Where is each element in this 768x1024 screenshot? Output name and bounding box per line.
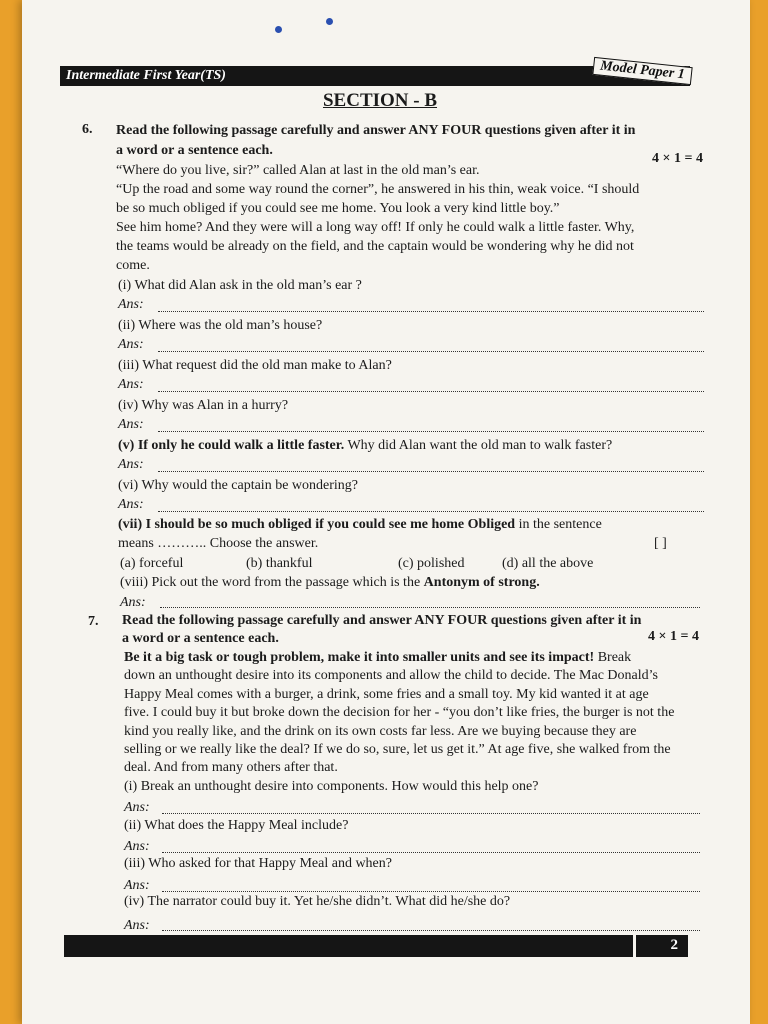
answer-line[interactable]: [162, 851, 700, 853]
option-a: (a) forceful: [120, 556, 184, 571]
answer-line[interactable]: [162, 890, 700, 892]
question-text: means ……….. Choose the answer.: [118, 536, 319, 551]
option-d: (d) all the above: [502, 556, 594, 571]
question-text: (i) What did Alan ask in the old man’s ear ?: [118, 278, 362, 293]
ans-label: Ans:: [118, 297, 144, 312]
marks-label: 4 × 1 = 4: [652, 151, 703, 166]
passage-line: the teams would be already on the field, and the captain would be wondering why he did not: [116, 239, 634, 254]
answer-line[interactable]: [158, 310, 704, 312]
ans-label: Ans:: [118, 417, 144, 432]
ans-label: Ans:: [120, 595, 146, 610]
passage-line: come.: [116, 258, 150, 273]
question-rest: (viii) Pick out the word from the passage which is the: [120, 575, 424, 590]
option-c: (c) polished: [398, 556, 465, 571]
question-text: (vi) Why would the captain be wondering?: [118, 478, 359, 493]
question-rest: Why did Alan want the old man to walk faster?: [344, 438, 613, 453]
answer-line[interactable]: [162, 929, 700, 931]
ans-label: Ans:: [124, 878, 150, 893]
ans-label: Ans:: [118, 377, 144, 392]
question-text: (iii) Who asked for that Happy Meal and when?: [124, 856, 392, 871]
question-bold: (v) If only he could walk a little faster.: [118, 438, 345, 453]
passage-bold: Be it a big task or tough problem, make it into smaller units and see its impact!: [124, 650, 595, 665]
instruction-line: Read the following passage carefully and answer ANY FOUR questions given after it in: [122, 613, 642, 628]
question-text: (i) Break an unthought desire into components. How would this help one?: [124, 779, 539, 794]
question-text: (ii) What does the Happy Meal include?: [124, 818, 349, 833]
footer-band: [64, 935, 688, 957]
question-bold: Antonym of strong.: [423, 575, 540, 590]
passage-line: See him home? And they were will a long way off! If only he could walk a little faster. Why,: [116, 220, 635, 235]
passage-line: “Where do you live, sir?” called Alan at last in the old man’s ear.: [116, 163, 480, 178]
answer-line[interactable]: [158, 510, 704, 512]
passage-line: selling or we really like the deal? If we do so, sure, let us get it.” At age five, she walked from the: [124, 742, 671, 757]
passage-line: [124, 649, 631, 666]
ans-label: Ans:: [118, 337, 144, 352]
answer-line[interactable]: [162, 812, 700, 814]
answer-line[interactable]: [160, 606, 700, 608]
question-text: (ii) Where was the old man’s house?: [118, 318, 323, 333]
question-number: 6.: [82, 122, 93, 137]
question-rest: in the sentence: [515, 517, 602, 532]
option-b: (b) thankful: [246, 556, 313, 571]
answer-line[interactable]: [158, 350, 704, 352]
answer-line[interactable]: [158, 430, 704, 432]
question-text: (iv) Why was Alan in a hurry?: [118, 398, 289, 413]
instruction-line: a word or a sentence each.: [122, 631, 279, 646]
page-number: 2: [670, 937, 678, 953]
question-text: (iv) The narrator could buy it. Yet he/she didn’t. What did he/she do?: [124, 894, 511, 909]
question-text: (iii) What request did the old man make to Alan?: [118, 358, 392, 373]
marks-label: 4 × 1 = 4: [648, 629, 699, 644]
question-number: 7.: [88, 614, 99, 629]
question-bold: (vii) I should be so much obliged if you could see me home Obliged: [118, 517, 516, 532]
passage-rest: Break: [594, 650, 632, 665]
passage-line: five. I could buy it but broke down the decision for her - “you don’t like fries, the burger is not the: [124, 705, 675, 720]
header-title: Intermediate First Year(TS): [66, 68, 226, 83]
instruction-line: Read the following passage carefully and answer ANY FOUR questions given after it in: [116, 123, 636, 138]
question-text: [118, 516, 602, 533]
ans-label: Ans:: [118, 497, 144, 512]
answer-line[interactable]: [158, 470, 704, 472]
instruction-line: a word or a sentence each.: [116, 143, 273, 158]
answer-line[interactable]: [158, 390, 704, 392]
header-paper-label: Model Paper 1: [593, 57, 693, 85]
section-title: SECTION - B: [322, 90, 438, 111]
ans-label: Ans:: [118, 457, 144, 472]
passage-line: be so much obliged if you could see me home. You look a very kind little boy.”: [116, 201, 560, 216]
passage-line: deal. And from many others after that.: [124, 760, 338, 775]
question-text: [120, 574, 540, 591]
ans-label: Ans:: [124, 800, 150, 815]
passage-line: kind you really like, and the drink on its own costs far less. Are we buying because they are: [124, 724, 637, 739]
ans-label: Ans:: [124, 839, 150, 854]
passage-line: Happy Meal comes with a burger, a drink, some fries and a small toy. My kid wanted it at age: [124, 687, 649, 702]
ans-label: Ans:: [124, 918, 150, 933]
answer-bracket[interactable]: [ ]: [654, 536, 667, 551]
passage-line: “Up the road and some way round the corner”, he answered in his thin, weak voice. “I should: [116, 182, 640, 197]
passage-line: down an unthought desire into its components and allow the child to decide. The Mac Donald’s: [124, 668, 658, 683]
question-text: [118, 437, 612, 454]
footer-divider: [633, 935, 636, 957]
